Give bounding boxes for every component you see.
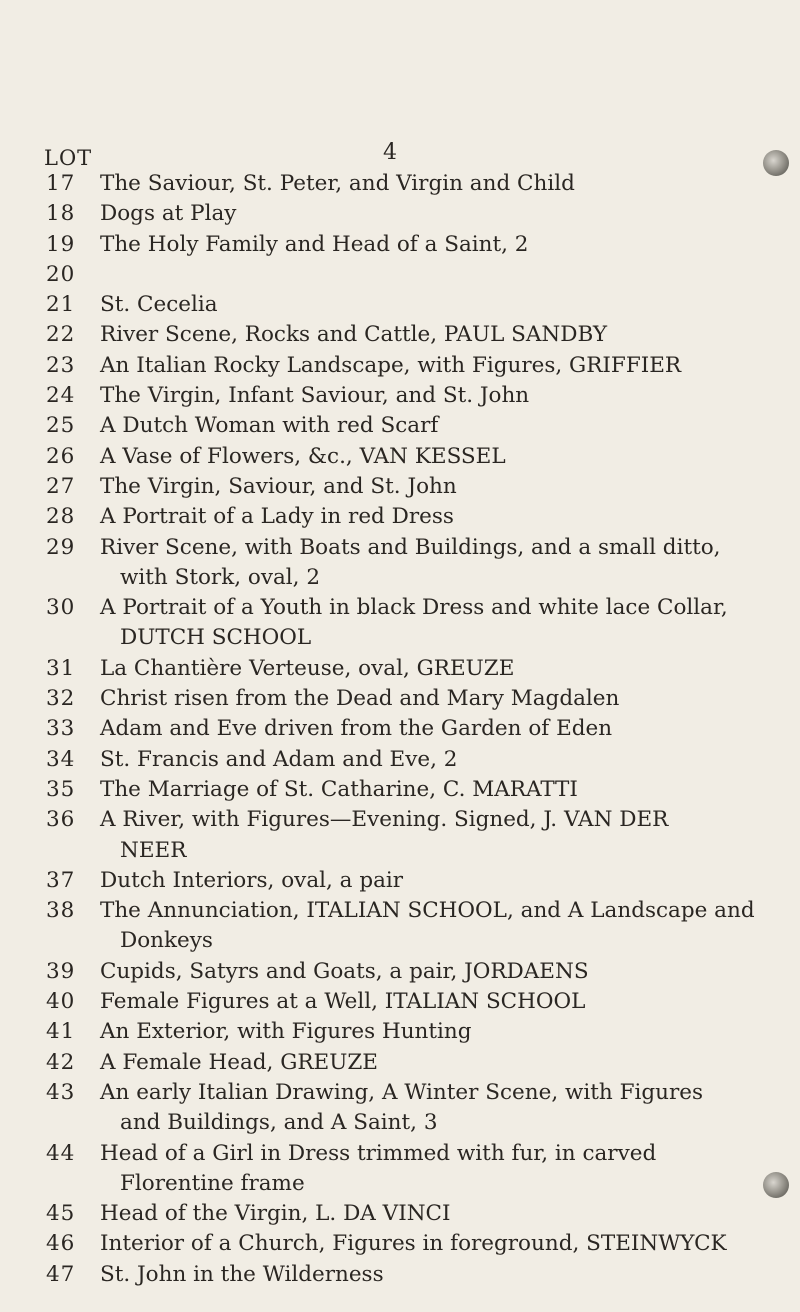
lot-number: 31	[46, 655, 76, 681]
lot-list	[0, 169, 800, 1290]
lot-entry	[0, 805, 800, 866]
lot-description: The Virgin, Infant Saviour, and St. John	[100, 383, 530, 409]
lot-number: 25	[46, 413, 76, 439]
lot-entry	[0, 502, 800, 532]
lot-number: 30	[46, 595, 76, 621]
lot-number: 22	[46, 322, 76, 348]
lot-number: 35	[46, 776, 76, 802]
lot-entry	[0, 199, 800, 229]
lot-number: 37	[46, 867, 76, 893]
lot-description: The Virgin, Saviour, and St. John	[100, 473, 457, 499]
lot-number: 19	[46, 231, 76, 257]
lot-entry	[0, 1229, 800, 1259]
lot-description: Adam and Eve driven from the Garden of Eden	[100, 716, 613, 742]
lot-entry	[0, 1048, 800, 1078]
lot-description: Head of a Girl in Dress trimmed with fur, in carved	[100, 1140, 657, 1166]
lot-description-continued: with Stork, oval, 2	[120, 564, 321, 590]
lot-description: A Vase of Flowers, &c., VAN KESSEL	[100, 443, 506, 469]
lot-number: 39	[46, 958, 76, 984]
lot-description: La Chantière Verteuse, oval, GREUZE	[100, 655, 515, 681]
lot-number: 24	[46, 383, 76, 409]
lot-entry	[0, 260, 800, 290]
lot-entry	[0, 1078, 800, 1139]
lot-entry	[0, 775, 800, 805]
lot-number: 32	[46, 686, 76, 712]
lot-number: 21	[46, 292, 76, 318]
lot-entry	[0, 1139, 800, 1200]
lot-entry	[0, 230, 800, 260]
lot-entry	[0, 654, 800, 684]
lot-description: Female Figures at a Well, ITALIAN SCHOOL	[100, 989, 586, 1015]
lot-entry	[0, 593, 800, 654]
lot-description: The Annunciation, ITALIAN SCHOOL, and A Landscape and	[100, 898, 755, 924]
lot-description: St. John in the Wilderness	[100, 1261, 384, 1287]
lot-number: 20	[46, 261, 76, 287]
lot-entry	[0, 987, 800, 1017]
lot-description: An early Italian Drawing, A Winter Scene, with Figures	[100, 1079, 704, 1105]
lot-number: 47	[46, 1261, 76, 1287]
lot-description: St. Francis and Adam and Eve, 2	[100, 746, 458, 772]
lot-number: 23	[46, 352, 76, 378]
lot-number: 18	[46, 201, 76, 227]
lot-description: Interior of a Church, Figures in foreground, STEINWYCK	[100, 1231, 727, 1257]
lot-number: 17	[46, 171, 76, 196]
lot-description: Cupids, Satyrs and Goats, a pair, JORDAENS	[100, 958, 589, 984]
lot-number: 43	[46, 1079, 76, 1105]
lot-description: River Scene, Rocks and Cattle, PAUL SANDBY	[100, 322, 608, 348]
lot-entry	[0, 169, 800, 199]
lot-description	[0, 260, 800, 290]
lot-entry	[0, 320, 800, 350]
lot-description: A Dutch Woman with red Scarf	[100, 413, 439, 439]
lot-description: An Italian Rocky Landscape, with Figures, GRIFFIER	[100, 352, 682, 378]
lot-description: St. Cecelia	[100, 292, 218, 318]
lot-entry	[0, 411, 800, 441]
lot-description: The Saviour, St. Peter, and Virgin and Child	[100, 171, 575, 196]
lot-number: 44	[46, 1140, 76, 1166]
lot-number: 36	[46, 807, 76, 833]
lot-description: Dutch Interiors, oval, a pair	[100, 867, 404, 893]
lot-description: The Holy Family and Head of a Saint, 2	[100, 231, 529, 257]
lot-entry	[0, 1260, 800, 1290]
lot-number: 33	[46, 716, 76, 742]
lot-entry	[0, 1017, 800, 1047]
lot-description: A Portrait of a Lady in red Dress	[100, 504, 454, 530]
lot-entry	[0, 714, 800, 744]
lot-number: 45	[46, 1201, 76, 1227]
lot-entry	[0, 745, 800, 775]
lot-description-continued: DUTCH SCHOOL	[120, 625, 312, 651]
lot-description: River Scene, with Boats and Buildings, and a small ditto,	[100, 534, 721, 560]
lot-entry	[0, 533, 800, 594]
lot-number: 27	[46, 473, 76, 499]
lot-number: 41	[46, 1019, 76, 1045]
lot-entry	[0, 684, 800, 714]
lot-entry	[0, 290, 800, 320]
lot-description: The Marriage of St. Catharine, C. MARATTI	[100, 776, 578, 802]
lot-entry	[0, 381, 800, 411]
lot-description-continued: Florentine frame	[120, 1170, 305, 1196]
lot-description-continued: Donkeys	[120, 928, 213, 954]
lot-entry	[0, 442, 800, 472]
lot-entry	[0, 896, 800, 957]
lot-entry	[0, 866, 800, 896]
lot-description: A Female Head, GREUZE	[100, 1049, 378, 1075]
lot-description: Dogs at Play	[100, 201, 237, 227]
lot-number: 46	[46, 1231, 76, 1257]
lot-description-continued: and Buildings, and A Saint, 3	[120, 1110, 438, 1136]
lot-number: 26	[46, 443, 76, 469]
lot-entry	[0, 957, 800, 987]
lot-description: Christ risen from the Dead and Mary Magdalen	[100, 686, 620, 712]
lot-description: A Portrait of a Youth in black Dress and white lace Collar,	[100, 595, 728, 621]
lot-number: 40	[46, 989, 76, 1015]
lot-number: 29	[46, 534, 76, 560]
lot-entry	[0, 472, 800, 502]
lot-number: 34	[46, 746, 76, 772]
lot-description: Head of the Virgin, L. DA VINCI	[100, 1201, 451, 1227]
lot-column-header: LOT	[44, 146, 93, 170]
lot-description-continued: NEER	[120, 837, 187, 863]
page-number: 4	[383, 140, 397, 165]
lot-description: A River, with Figures—Evening. Signed, J. VAN DER	[100, 807, 669, 833]
lot-number: 42	[46, 1049, 76, 1075]
lot-entry	[0, 1199, 800, 1229]
lot-description: An Exterior, with Figures Hunting	[100, 1019, 472, 1045]
lot-number: 28	[46, 504, 76, 530]
lot-number: 38	[46, 898, 76, 924]
lot-entry	[0, 351, 800, 381]
